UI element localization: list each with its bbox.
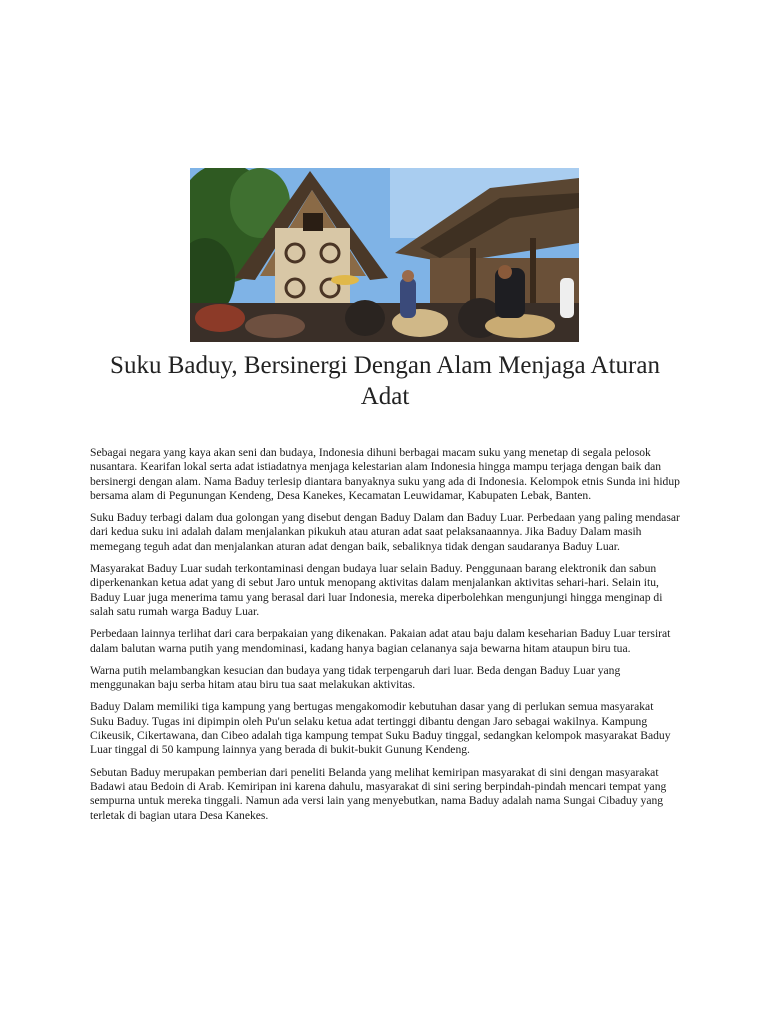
article-photo — [190, 168, 579, 342]
article-body — [90, 446, 680, 831]
paragraph: Sebagai negara yang kaya akan seni dan budaya, Indonesia dihuni berbagai macam suku yang menetap di segala pelosok nusantara. Kearifan lokal serta adat istiadatnya menjaga kelestarian alam Indonesia hingga mampu terjaga dengan baik dan bersinergi dengan alam. Nama Baduy terlesip diantara banyaknya suku yang ada di Indonesia. Kelompok etnis Sunda ini hidup bersama alam di Pegunungan Kendeng, Desa Kanekes, Kecamatan Leuwidamar, Kabupaten Lebak, Banten. — [90, 446, 680, 502]
paragraph: Sebutan Baduy merupakan pemberian dari peneliti Belanda yang melihat kemiripan masyarakat di sini dengan masyarakat Badawi atau Bedoin di Arab. Kemiripan ini karena dahulu, masyarakat di sini sering berpindah-pindah mencari tempat yang sempurna untuk mereka tinggali. Namun ada versi lain yang menyebutkan, nama Baduy adalah nama Sungai Cibaduy yang terletak di bagian utara Desa Kanekes. — [90, 765, 667, 822]
article-title: Suku Baduy, Bersinergi Dengan Alam Menjaga Aturan Adat — [110, 352, 660, 410]
paragraph: Baduy Dalam memiliki tiga kampung yang bertugas mengakomodir kebutuhan dasar yang di perlukan semua masyarakat Suku Baduy. Tugas ini dipimpin oleh Pu'un selaku ketua adat tertinggi dibantu dengan Jaro sebagai wakilnya. Kampung Cikeusik, Cikertawana, dan Cibeo adalah tiga kampung tempat Suku Baduy tinggal, sedangkan kelompok masyarakat Baduy Luar tinggal di 50 kampung lainnya yang berada di bukit-bukit Gunung Kendeng. — [90, 700, 671, 757]
paragraph: Perbedaan lainnya terlihat dari cara berpakaian yang dikenakan. Pakaian adat atau baju dalam keseharian Baduy Luar tersirat dalam balutan warna putih yang mendominasi, kadang hanya bagian celananya saja bewarna hitam ataupun biru tua. — [90, 627, 671, 655]
paragraph: Warna putih melambangkan kesucian dan budaya yang tidak terpengaruh dari luar. Beda dengan Baduy Luar yang menggunakan baju serba hitam atau biru tua saat melakukan aktivitas. — [90, 663, 621, 692]
paragraph: Masyarakat Baduy Luar sudah terkontaminasi dengan budaya luar selain Baduy. Penggunaan barang elektronik dan sabun diperkenankan ketua adat yang di sebut Jaro untuk menopang aktivitas dalam menjalankan aktivitas sehari-hari. Selain itu, Baduy Luar juga menerima tamu yang berasal dari luar Indonesia, mereka diperbolehkan mengunjungi hingga menginap di salah satu rumah warga Baduy Luar. — [90, 562, 663, 618]
paragraph: Suku Baduy terbagi dalam dua golongan yang disebut dengan Baduy Dalam dan Baduy Luar. Perbedaan yang paling mendasar dari kedua suku ini adalah dalam menjalankan pikukuh atau aturan adat saat pelaksanaannya. Jika Baduy Dalam masih memegang teguh adat dan menjalankan aturan adat dengan baik, sebaliknya tidak dengan saudaranya Baduy Luar. — [90, 511, 680, 553]
village-scene-image — [190, 168, 579, 342]
